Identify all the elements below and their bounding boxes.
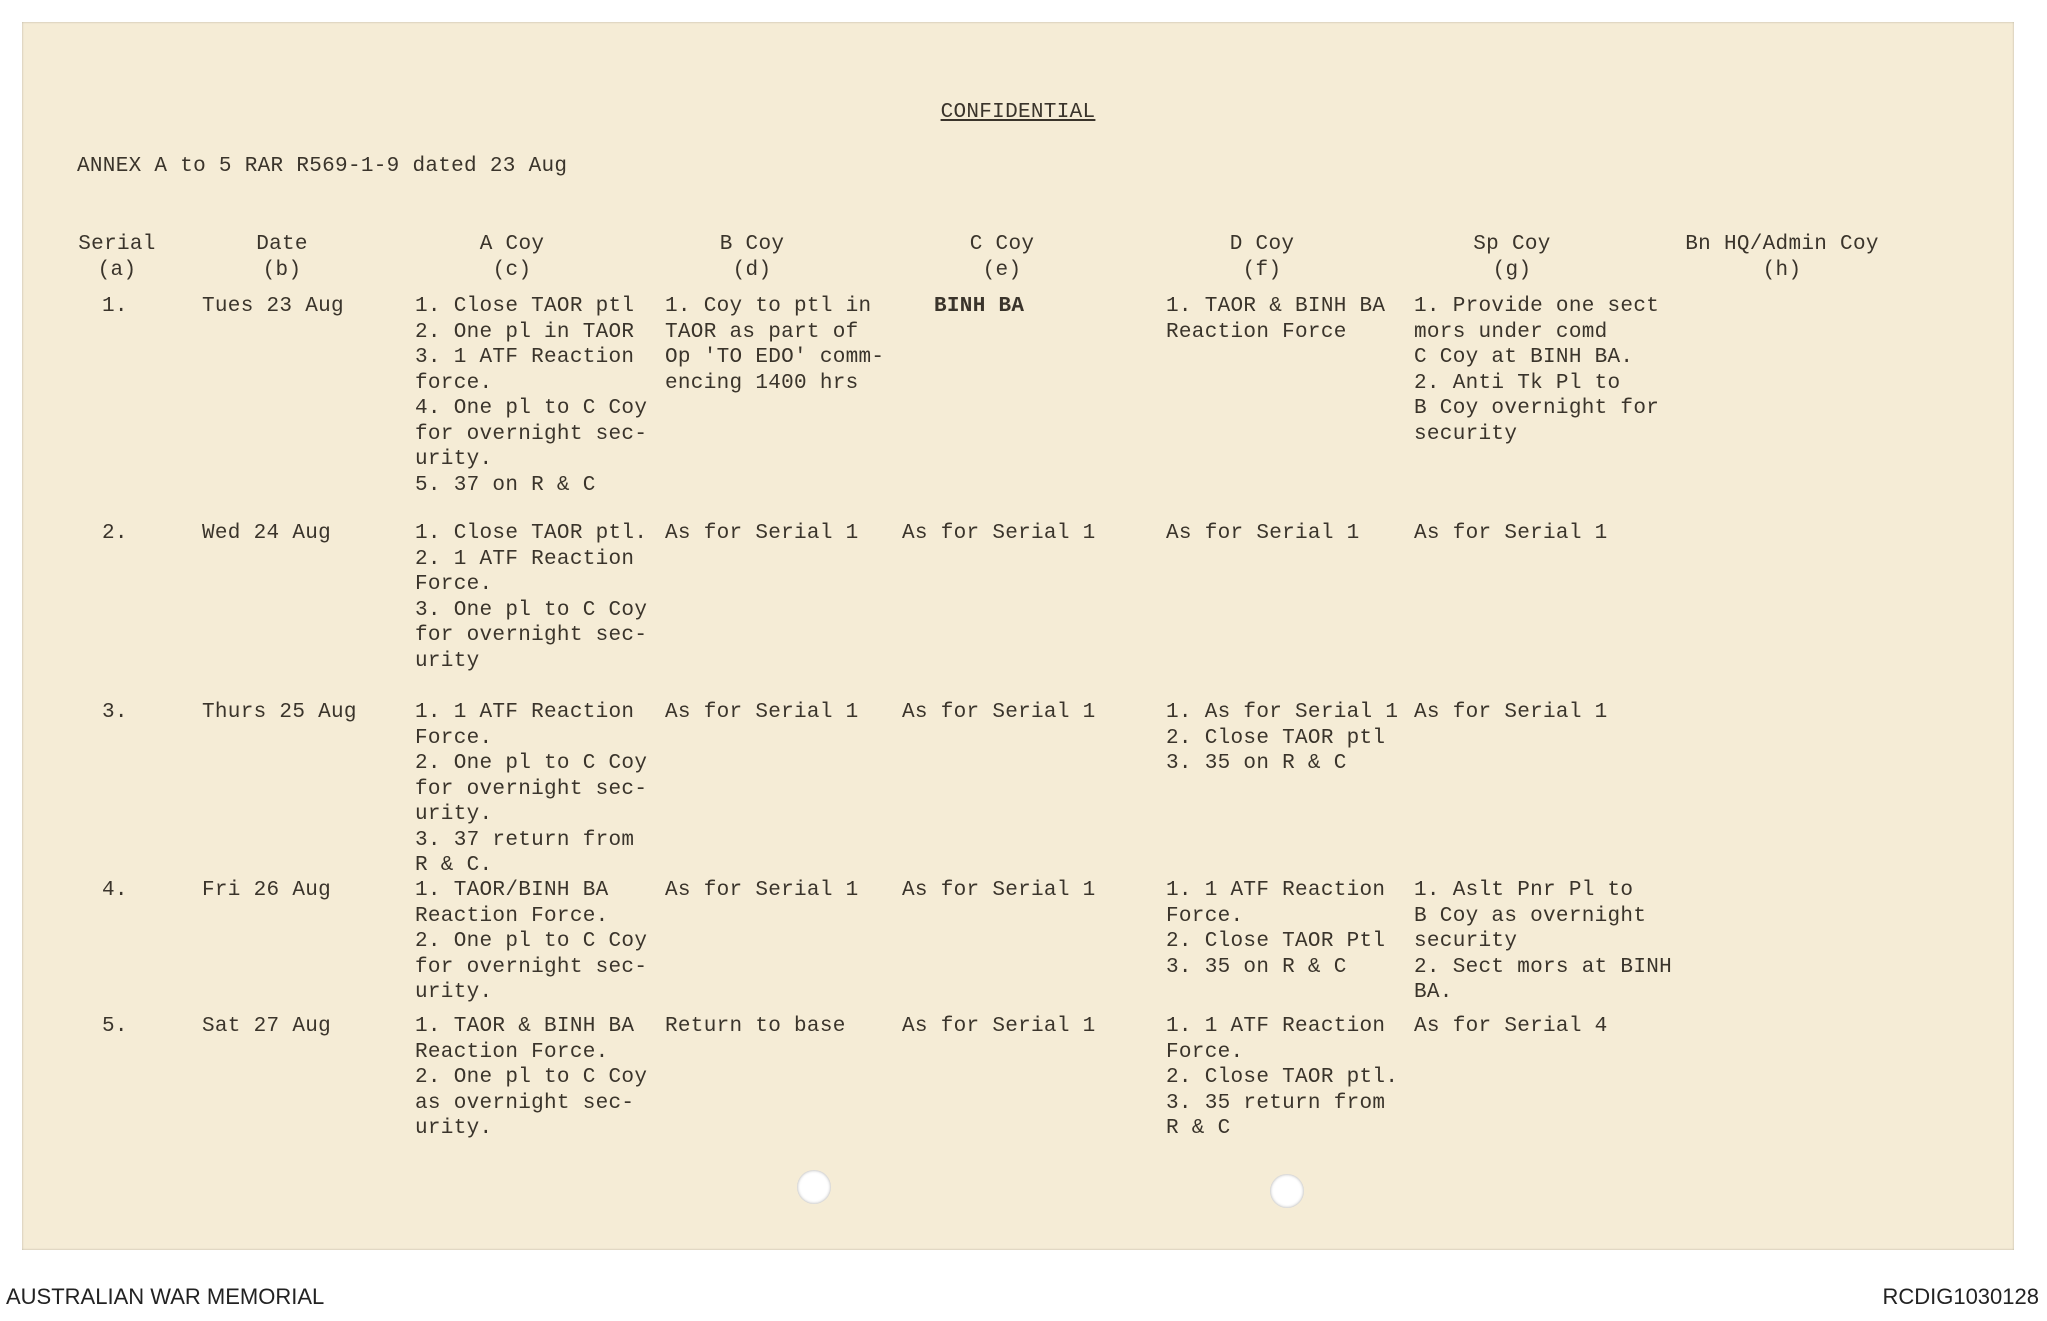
row4-d-coy: 1. 1 ATF Reaction Force. 2. Close TAOR Ptl 3. 35 on R & C (1166, 879, 1386, 979)
row3-a-coy: 1. 1 ATF Reaction Force. 2. One pl to C Coy for overnight sec- urity. 3. 37 return from R & C. (415, 701, 648, 877)
punch-hole-right-icon (1270, 1174, 1304, 1208)
row2-a-coy: 1. Close TAOR ptl. 2. 1 ATF Reaction Force. 3. One pl to C Coy for overnight sec- urity (415, 522, 648, 673)
row2-c-coy: As for Serial 1 (902, 522, 1096, 545)
col-header-serial: Serial (a) (78, 233, 156, 282)
row5-date: Sat 27 Aug (202, 1015, 332, 1038)
col-header-c-coy: C Coy (e) (969, 233, 1035, 282)
row4-sp-coy: 1. Aslt Pnr Pl to B Coy as overnight security 2. Sect mors at BINH BA. (1414, 879, 1673, 1004)
col-header-bn-hq: Bn HQ/Admin Coy (h) (1685, 233, 1879, 282)
col-header-b-coy: B Coy (d) (719, 233, 785, 282)
row2-date: Wed 24 Aug (202, 522, 332, 545)
punch-hole-left-icon (797, 1170, 831, 1204)
col-header-a-coy: A Coy (c) (479, 233, 545, 282)
row2-b-coy: As for Serial 1 (665, 522, 859, 545)
row3-d-coy: 1. As for Serial 1 2. Close TAOR ptl 3. 35 on R & C (1166, 701, 1399, 775)
row4-b-coy: As for Serial 1 (665, 879, 859, 902)
row1-a-coy: 1. Close TAOR ptl 2. One pl in TAOR 3. 1 ATF Reaction force. 4. One pl to C Coy for overnight sec- urity. 5. 37 on R & C (415, 295, 648, 497)
row5-sp-coy: As for Serial 4 (1414, 1015, 1608, 1038)
col-header-d-coy: D Coy (f) (1229, 233, 1295, 282)
row5-c-coy: As for Serial 1 (902, 1015, 1096, 1038)
row2-serial: 2. (102, 522, 128, 545)
row4-c-coy: As for Serial 1 (902, 879, 1096, 902)
row1-d-coy: 1. TAOR & BINH BA Reaction Force (1166, 295, 1386, 344)
row2-d-coy: As for Serial 1 (1166, 522, 1360, 545)
document-sheet (22, 22, 2014, 1250)
footer-left-credit: AUSTRALIAN WAR MEMORIAL (6, 1284, 325, 1309)
row5-d-coy: 1. 1 ATF Reaction Force. 2. Close TAOR ptl. 3. 35 return from R & C (1166, 1015, 1399, 1140)
classification-heading (22, 100, 2014, 126)
row5-serial: 5. (102, 1015, 128, 1038)
classification-text: CONFIDENTIAL (940, 101, 1096, 124)
row1-c-coy: BINH BA (934, 295, 1025, 318)
row4-a-coy: 1. TAOR/BINH BA Reaction Force. 2. One pl to C Coy for overnight sec- urity. (415, 879, 648, 1004)
row4-date: Fri 26 Aug (202, 879, 332, 902)
row3-sp-coy: As for Serial 1 (1414, 701, 1608, 724)
row3-date: Thurs 25 Aug (202, 701, 357, 724)
row1-date: Tues 23 Aug (202, 295, 344, 318)
row4-serial: 4. (102, 879, 128, 902)
row3-b-coy: As for Serial 1 (665, 701, 859, 724)
row1-serial: 1. (102, 295, 128, 318)
row2-sp-coy: As for Serial 1 (1414, 522, 1608, 545)
row1-sp-coy: 1. Provide one sect mors under comd C Coy at BINH BA. 2. Anti Tk Pl to B Coy overnight for security (1414, 295, 1660, 446)
annex-reference: ANNEX A to 5 RAR R569-1-9 dated 23 Aug (77, 155, 568, 178)
col-header-sp-coy: Sp Coy (g) (1473, 233, 1551, 282)
row1-b-coy: 1. Coy to ptl in TAOR as part of Op 'TO EDO' comm- encing 1400 hrs (665, 295, 885, 395)
col-header-date: Date (b) (256, 233, 308, 282)
row3-c-coy: As for Serial 1 (902, 701, 1096, 724)
row5-b-coy: Return to base (665, 1015, 846, 1038)
footer-right-id: RCDIG1030128 (1882, 1284, 2039, 1309)
row5-a-coy: 1. TAOR & BINH BA Reaction Force. 2. One pl to C Coy as overnight sec- urity. (415, 1015, 648, 1140)
row3-serial: 3. (102, 701, 128, 724)
